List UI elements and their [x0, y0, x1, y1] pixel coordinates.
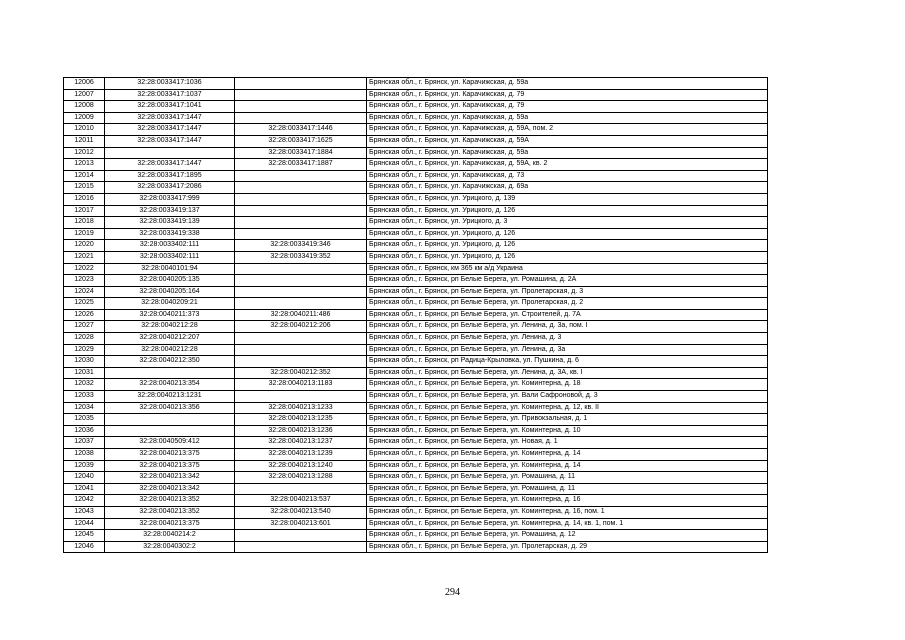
- table-row: [64, 147, 768, 159]
- row-number-cell: 12015: [64, 182, 105, 194]
- cadastral-number-cell: 32:28:0033417:1037: [105, 89, 235, 101]
- address-cell: Брянская обл., г. Брянск, рп Белые Берега, ул. Коминтерна, д. 14, кв. 1, пом. 1: [367, 518, 768, 530]
- table-row: [64, 333, 768, 345]
- related-cadastral-number-cell: [235, 333, 367, 345]
- table-row: [64, 170, 768, 182]
- address-cell: Брянская обл., г. Брянск, ул. Карачижская, д. 59а: [367, 78, 768, 90]
- related-cadastral-number-cell: 32:28:0040211:486: [235, 309, 367, 321]
- address-cell: Брянская обл., г. Брянск, рп Белые Берега, ул. Ленина, д. 3а: [367, 344, 768, 356]
- cadastral-number-cell: 32:28:0033417:1447: [105, 135, 235, 147]
- related-cadastral-number-cell: [235, 541, 367, 553]
- row-number-cell: 12011: [64, 135, 105, 147]
- related-cadastral-number-cell: [235, 78, 367, 90]
- row-number-cell: 12016: [64, 193, 105, 205]
- cadastral-number-cell: 32:28:0040205:164: [105, 286, 235, 298]
- cadastral-number-cell: 32:28:0040212:207: [105, 333, 235, 345]
- cadastral-number-cell: 32:28:0033417:1447: [105, 159, 235, 171]
- table-row: [64, 321, 768, 333]
- page-number: 294: [445, 587, 460, 598]
- table-row: [64, 205, 768, 217]
- related-cadastral-number-cell: [235, 275, 367, 287]
- row-number-cell: 12040: [64, 472, 105, 484]
- related-cadastral-number-cell: [235, 530, 367, 542]
- address-cell: Брянская обл., г. Брянск, ул. Карачижская, д. 69а: [367, 182, 768, 194]
- address-cell: Брянская обл., г. Брянск, рп Белые Берега, ул. Пролетарская, д. 2: [367, 298, 768, 310]
- table-row: [64, 518, 768, 530]
- table-row: [64, 367, 768, 379]
- cadastral-number-cell: 32:28:0033419:338: [105, 228, 235, 240]
- table-row: [64, 275, 768, 287]
- table-row: [64, 217, 768, 229]
- address-cell: Брянская обл., г. Брянск, ул. Урицкого, д. 126: [367, 228, 768, 240]
- address-cell: Брянская обл., г. Брянск, рп Белые Берега, ул. Строителей, д. 7А: [367, 309, 768, 321]
- related-cadastral-number-cell: 32:28:0033417:1625: [235, 135, 367, 147]
- table-row: [64, 437, 768, 449]
- registry-table-body: [64, 78, 768, 553]
- table-row: [64, 472, 768, 484]
- address-cell: Брянская обл., г. Брянск, рп Белые Берега, ул. Ромашина, д. 11: [367, 472, 768, 484]
- related-cadastral-number-cell: 32:28:0040212:352: [235, 367, 367, 379]
- row-number-cell: 12039: [64, 460, 105, 472]
- address-cell: Брянская обл., г. Брянск, рп Белые Берега, ул. Ромашина, д. 12: [367, 530, 768, 542]
- table-row: [64, 124, 768, 136]
- related-cadastral-number-cell: [235, 89, 367, 101]
- address-cell: Брянская обл., г. Брянск, ул. Урицкого, д. 126: [367, 251, 768, 263]
- address-cell: Брянская обл., г. Брянск, ул. Карачижская, д. 59а: [367, 147, 768, 159]
- row-number-cell: 12019: [64, 228, 105, 240]
- table-row: [64, 112, 768, 124]
- cadastral-number-cell: 32:28:0033419:139: [105, 217, 235, 229]
- address-cell: Брянская обл., г. Брянск, рп Белые Берега, ул. Ленина, д. 3А, кв. I: [367, 367, 768, 379]
- table-row: [64, 344, 768, 356]
- table-row: [64, 298, 768, 310]
- related-cadastral-number-cell: [235, 286, 367, 298]
- cadastral-number-cell: 32:28:0033402:111: [105, 251, 235, 263]
- table-row: [64, 251, 768, 263]
- row-number-cell: 12028: [64, 333, 105, 345]
- related-cadastral-number-cell: 32:28:0040213:1237: [235, 437, 367, 449]
- related-cadastral-number-cell: 32:28:0040213:1239: [235, 449, 367, 461]
- cadastral-number-cell: 32:28:0040213:342: [105, 483, 235, 495]
- cadastral-number-cell: [105, 147, 235, 159]
- cadastral-number-cell: 32:28:0040213:1231: [105, 391, 235, 403]
- cadastral-number-cell: 32:28:0040212:28: [105, 321, 235, 333]
- address-cell: Брянская обл., г. Брянск, ул. Карачижская, д. 59А, кв. 2: [367, 159, 768, 171]
- cadastral-number-cell: 32:28:0040101:94: [105, 263, 235, 275]
- table-row: [64, 483, 768, 495]
- table-row: [64, 356, 768, 368]
- cadastral-number-cell: 32:28:0040213:352: [105, 495, 235, 507]
- related-cadastral-number-cell: 32:28:0033417:1884: [235, 147, 367, 159]
- cadastral-number-cell: 32:28:0033417:1447: [105, 124, 235, 136]
- row-number-cell: 12021: [64, 251, 105, 263]
- cadastral-number-cell: 32:28:0040509:412: [105, 437, 235, 449]
- cadastral-number-cell: 32:28:0033419:137: [105, 205, 235, 217]
- related-cadastral-number-cell: [235, 344, 367, 356]
- row-number-cell: 12014: [64, 170, 105, 182]
- related-cadastral-number-cell: [235, 205, 367, 217]
- row-number-cell: 12008: [64, 101, 105, 113]
- row-number-cell: 12029: [64, 344, 105, 356]
- cadastral-number-cell: [105, 367, 235, 379]
- address-cell: Брянская обл., г. Брянск, ул. Урицкого, д. 3: [367, 217, 768, 229]
- address-cell: Брянская обл., г. Брянск, рп Белые Берега, ул. Коминтерна, д. 16, пом. 1: [367, 506, 768, 518]
- cadastral-number-cell: 32:28:0040213:375: [105, 449, 235, 461]
- related-cadastral-number-cell: 32:28:0040213:540: [235, 506, 367, 518]
- related-cadastral-number-cell: 32:28:0040213:1183: [235, 379, 367, 391]
- cadastral-number-cell: 32:28:0040209:21: [105, 298, 235, 310]
- related-cadastral-number-cell: 32:28:0040213:1236: [235, 425, 367, 437]
- cadastral-number-cell: 32:28:0040213:352: [105, 506, 235, 518]
- table-row: [64, 414, 768, 426]
- related-cadastral-number-cell: [235, 112, 367, 124]
- address-cell: Брянская обл., г. Брянск, рп Белые Берега, ул. Пролетарская, д. 3: [367, 286, 768, 298]
- row-number-cell: 12007: [64, 89, 105, 101]
- cadastral-number-cell: 32:28:0033417:1036: [105, 78, 235, 90]
- related-cadastral-number-cell: [235, 483, 367, 495]
- address-cell: Брянская обл., г. Брянск, рп Белые Берега, ул. Вали Сафроновой, д. 3: [367, 391, 768, 403]
- table-row: [64, 182, 768, 194]
- related-cadastral-number-cell: 32:28:0033417:1887: [235, 159, 367, 171]
- cadastral-number-cell: 32:28:0033417:1447: [105, 112, 235, 124]
- row-number-cell: 12018: [64, 217, 105, 229]
- cadastral-number-cell: 32:28:0040211:373: [105, 309, 235, 321]
- cadastral-number-cell: 32:28:0033417:1895: [105, 170, 235, 182]
- row-number-cell: 12026: [64, 309, 105, 321]
- row-number-cell: 12042: [64, 495, 105, 507]
- table-row: [64, 89, 768, 101]
- address-cell: Брянская обл., г. Брянск, ул. Урицкого, д. 126: [367, 205, 768, 217]
- related-cadastral-number-cell: [235, 228, 367, 240]
- row-number-cell: 12023: [64, 275, 105, 287]
- row-number-cell: 12024: [64, 286, 105, 298]
- address-cell: Брянская обл., г. Брянск, рп Белые Берега, ул. Привокзальная, д. 1: [367, 414, 768, 426]
- row-number-cell: 12032: [64, 379, 105, 391]
- row-number-cell: 12046: [64, 541, 105, 553]
- table-row: [64, 460, 768, 472]
- table-row: [64, 402, 768, 414]
- cadastral-number-cell: 32:28:0033402:111: [105, 240, 235, 252]
- cadastral-number-cell: 32:28:0033417:999: [105, 193, 235, 205]
- row-number-cell: 12013: [64, 159, 105, 171]
- related-cadastral-number-cell: [235, 391, 367, 403]
- table-row: [64, 530, 768, 542]
- table-row: [64, 449, 768, 461]
- row-number-cell: 12006: [64, 78, 105, 90]
- related-cadastral-number-cell: [235, 182, 367, 194]
- address-cell: Брянская обл., г. Брянск, рп Радица-Крыловка, ул. Пушкина, д. 6: [367, 356, 768, 368]
- address-cell: Брянская обл., г. Брянск, ул. Карачижская, д. 79: [367, 101, 768, 113]
- related-cadastral-number-cell: [235, 263, 367, 275]
- related-cadastral-number-cell: 32:28:0040213:1240: [235, 460, 367, 472]
- row-number-cell: 12027: [64, 321, 105, 333]
- table-row: [64, 391, 768, 403]
- address-cell: Брянская обл., г. Брянск, рп Белые Берега, ул. Ромашина, д. 11: [367, 483, 768, 495]
- cadastral-number-cell: 32:28:0040212:28: [105, 344, 235, 356]
- row-number-cell: 12031: [64, 367, 105, 379]
- table-row: [64, 309, 768, 321]
- row-number-cell: 12036: [64, 425, 105, 437]
- address-cell: Брянская обл., г. Брянск, рп Белые Берега, ул. Коминтерна, д. 14: [367, 449, 768, 461]
- cadastral-number-cell: 32:28:0040213:375: [105, 460, 235, 472]
- table-row: [64, 135, 768, 147]
- row-number-cell: 12009: [64, 112, 105, 124]
- address-cell: Брянская обл., г. Брянск, рп Белые Берега, ул. Новая, д. 1: [367, 437, 768, 449]
- cadastral-number-cell: 32:28:0040212:350: [105, 356, 235, 368]
- address-cell: Брянская обл., г. Брянск, рп Белые Берега, ул. Ленина, д. 3а, пом. I: [367, 321, 768, 333]
- address-cell: Брянская обл., г. Брянск, рп Белые Берега, ул. Ромашина, д. 2А: [367, 275, 768, 287]
- cadastral-number-cell: [105, 414, 235, 426]
- address-cell: Брянская обл., г. Брянск, рп Белые Берега, ул. Коминтерна, д. 18: [367, 379, 768, 391]
- address-cell: Брянская обл., г. Брянск, рп Белые Берега, ул. Коминтерна, д. 12, кв. II: [367, 402, 768, 414]
- address-cell: Брянская обл., г. Брянск, рп Белые Берега, ул. Коминтерна, д. 16: [367, 495, 768, 507]
- table-row: [64, 228, 768, 240]
- related-cadastral-number-cell: 32:28:0040213:1235: [235, 414, 367, 426]
- address-cell: Брянская обл., г. Брянск, рп Белые Берега, ул. Пролетарская, д. 29: [367, 541, 768, 553]
- cadastral-number-cell: 32:28:0033417:2086: [105, 182, 235, 194]
- cadastral-number-cell: 32:28:0040205:135: [105, 275, 235, 287]
- table-row: [64, 495, 768, 507]
- address-cell: Брянская обл., г. Брянск, ул. Карачижская, д. 59а: [367, 112, 768, 124]
- row-number-cell: 12030: [64, 356, 105, 368]
- registry-table: [63, 77, 768, 553]
- row-number-cell: 12035: [64, 414, 105, 426]
- table-row: [64, 101, 768, 113]
- related-cadastral-number-cell: [235, 298, 367, 310]
- row-number-cell: 12044: [64, 518, 105, 530]
- table-row: [64, 159, 768, 171]
- cadastral-number-cell: [105, 425, 235, 437]
- row-number-cell: 12012: [64, 147, 105, 159]
- address-cell: Брянская обл., г. Брянск, ул. Карачижская, д. 59А: [367, 135, 768, 147]
- row-number-cell: 12043: [64, 506, 105, 518]
- table-row: [64, 240, 768, 252]
- row-number-cell: 12020: [64, 240, 105, 252]
- address-cell: Брянская обл., г. Брянск, ул. Карачижская, д. 73: [367, 170, 768, 182]
- row-number-cell: 12022: [64, 263, 105, 275]
- cadastral-number-cell: 32:28:0033417:1041: [105, 101, 235, 113]
- related-cadastral-number-cell: 32:28:0040213:1233: [235, 402, 367, 414]
- address-cell: Брянская обл., г. Брянск, ул. Карачижская, д. 79: [367, 89, 768, 101]
- related-cadastral-number-cell: [235, 217, 367, 229]
- cadastral-number-cell: 32:28:0040213:342: [105, 472, 235, 484]
- row-number-cell: 12034: [64, 402, 105, 414]
- address-cell: Брянская обл., г. Брянск, рп Белые Берега, ул. Коминтерна, д. 10: [367, 425, 768, 437]
- cadastral-number-cell: 32:28:0040302:2: [105, 541, 235, 553]
- address-cell: Брянская обл., г. Брянск, ул. Карачижская, д. 59А, пом. 2: [367, 124, 768, 136]
- related-cadastral-number-cell: [235, 193, 367, 205]
- row-number-cell: 12017: [64, 205, 105, 217]
- address-cell: Брянская обл., г. Брянск, км 365 км а/д Украина: [367, 263, 768, 275]
- row-number-cell: 12033: [64, 391, 105, 403]
- address-cell: Брянская обл., г. Брянск, рп Белые Берега, ул. Коминтерна, д. 14: [367, 460, 768, 472]
- related-cadastral-number-cell: [235, 170, 367, 182]
- cadastral-number-cell: 32:28:0040213:375: [105, 518, 235, 530]
- related-cadastral-number-cell: 32:28:0040213:537: [235, 495, 367, 507]
- related-cadastral-number-cell: 32:28:0033417:1446: [235, 124, 367, 136]
- table-row: [64, 425, 768, 437]
- row-number-cell: 12038: [64, 449, 105, 461]
- related-cadastral-number-cell: 32:28:0040213:1288: [235, 472, 367, 484]
- address-cell: Брянская обл., г. Брянск, ул. Урицкого, д. 126: [367, 240, 768, 252]
- row-number-cell: 12041: [64, 483, 105, 495]
- table-row: [64, 541, 768, 553]
- row-number-cell: 12037: [64, 437, 105, 449]
- table-row: [64, 286, 768, 298]
- table-row: [64, 506, 768, 518]
- address-cell: Брянская обл., г. Брянск, рп Белые Берега, ул. Ленина, д. 3: [367, 333, 768, 345]
- table-row: [64, 379, 768, 391]
- related-cadastral-number-cell: 32:28:0040213:601: [235, 518, 367, 530]
- row-number-cell: 12045: [64, 530, 105, 542]
- row-number-cell: 12025: [64, 298, 105, 310]
- cadastral-number-cell: 32:28:0040213:354: [105, 379, 235, 391]
- cadastral-number-cell: 32:28:0040214:2: [105, 530, 235, 542]
- row-number-cell: 12010: [64, 124, 105, 136]
- related-cadastral-number-cell: 32:28:0033419:346: [235, 240, 367, 252]
- address-cell: Брянская обл., г. Брянск, ул. Урицкого, д. 139: [367, 193, 768, 205]
- related-cadastral-number-cell: [235, 101, 367, 113]
- related-cadastral-number-cell: 32:28:0033419:352: [235, 251, 367, 263]
- cadastral-number-cell: 32:28:0040213:356: [105, 402, 235, 414]
- related-cadastral-number-cell: 32:28:0040212:206: [235, 321, 367, 333]
- related-cadastral-number-cell: [235, 356, 367, 368]
- table-row: [64, 78, 768, 90]
- table-row: [64, 263, 768, 275]
- table-row: [64, 193, 768, 205]
